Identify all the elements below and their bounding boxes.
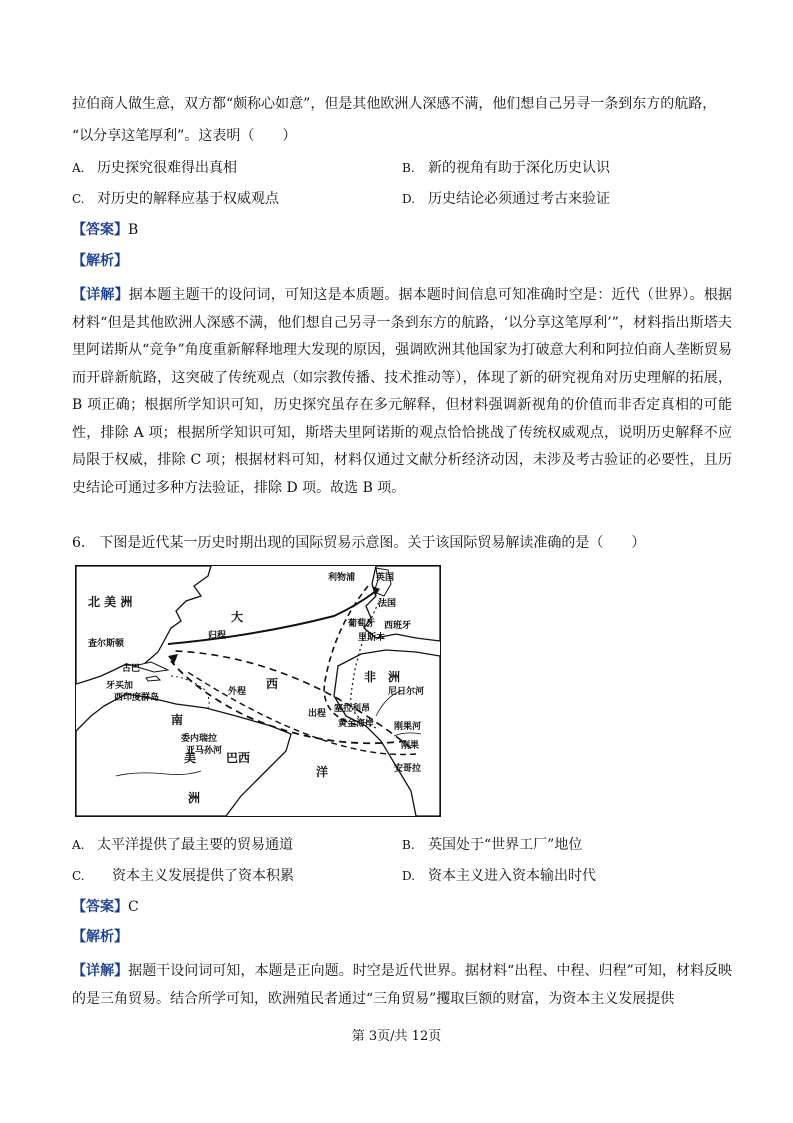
label-congo-river: 刚果河 [394, 722, 422, 732]
q5-detail-text: 据本题主题干的设问词，可知这是本质题。据本题时间信息可知准确时空是：近代（世界）。根据材料“但是其他欧洲人深感不满，他们想自己另寻一条到东方的航路，‘以分享这笔厚利’”，材料指出斯塔夫里阿诺斯从“竞争”角度重新解释地理大发现的原因，强调欧洲其他国家为打破意大利和阿拉伯商人垄断贸易而开辟新航路，这突破了传统观点（如宗教传播、技术推动等），体现了新的研究视角对历史理解的拓展，B 项正确；根据所学知识可知，历史探究虽存在多元解释，但材料强调新视角的价值而非否定真相的可能性，排除 A 项；根据所学知识可知，斯塔夫里阿诺斯的观点恰恰挑战了传统权威观点，说明历史解释不应局限于权威，排除 C 项；根据材料可知，材料仅通过文献分析经济动因，未涉及考古验证的必要性，且历史结论可通过多种方法验证，排除 D 项。故选 B 项。 [72, 287, 733, 496]
q6-detail-text: 据题干设问词可知，本题是正向题。时空是近代世界。据材料“出程、中程、归程”可知，材料反映的是三角贸易。结合所学可知，欧洲殖民者通过“三角贸易”攫取巨额的财富，为资本主义发展提供 [72, 963, 733, 1007]
q5-option-c: 对历史的解释应基于权威观点 [97, 191, 279, 207]
q5-option-a: 历史探究很难得出真相 [97, 160, 237, 176]
q6-answer-tag: 【答案】 [72, 899, 128, 915]
label-atlantic-2: 西 [266, 677, 279, 691]
label-atlantic-1: 大 [231, 610, 244, 624]
q6-option-b: 英国处于“世界工厂”地位 [428, 837, 583, 853]
label-jamaica: 牙买加 [106, 681, 134, 691]
q5-answer [72, 220, 138, 240]
q5-option-d-letter: D. [402, 192, 416, 206]
label-niger: 尼日尔河 [388, 687, 425, 697]
q5-answer-tag: 【答案】 [72, 222, 128, 238]
label-west-indies: 西印度群岛 [114, 693, 160, 703]
q6-option-d: 资本主义进入资本输出时代 [428, 868, 596, 884]
q6-answer-value: C [128, 899, 139, 915]
q5-stem-line2: “以分享这笔厚利”。这表明（ ） [72, 128, 297, 144]
jamaica-island [146, 676, 160, 681]
page-footer: 第 3页/共 12页 [351, 1029, 442, 1044]
label-brazil: 巴西 [226, 751, 251, 765]
q5-detail [72, 282, 732, 502]
q6-option-d-letter: D. [402, 869, 416, 883]
q6-option-b-letter: B. [402, 838, 415, 852]
label-return: 归程 [208, 631, 227, 641]
label-south-2: 美 [184, 751, 197, 765]
label-middle: 外程 [228, 687, 247, 697]
q5-option-b-letter: B. [402, 161, 415, 175]
triangle-trade-map [75, 565, 441, 817]
label-angola: 安哥拉 [394, 764, 422, 774]
q5-option-b: 新的视角有助于深化历史认识 [428, 160, 610, 176]
label-liverpool: 利物浦 [328, 573, 356, 583]
middle-arrow [168, 654, 178, 664]
q5-option-a-letter: A. [72, 161, 85, 175]
q6-analysis-tag: 【解析】 [72, 929, 128, 945]
q6-answer [72, 897, 139, 917]
q6-option-c-letter: C. [72, 869, 85, 883]
label-france: 法国 [378, 599, 397, 609]
q5-analysis-tag: 【解析】 [72, 253, 128, 269]
q5-option-d: 历史结论必须通过考古来验证 [428, 191, 610, 207]
q5-answer-value: B [128, 222, 139, 238]
q5-detail-tag: 【详解】 [72, 287, 129, 303]
label-spain: 西班牙 [384, 621, 412, 631]
label-lisbon: 里斯本 [358, 633, 386, 643]
q6-stem: 6. 下图是近代某一历史时期出现的国际贸易示意图。关于该国际贸易解读准确的是（ ） [72, 535, 646, 551]
label-atlantic-3: 洋 [316, 765, 329, 779]
label-north-america: 北 美 洲 [88, 595, 133, 609]
label-venezuela: 委内瑞拉 [181, 734, 218, 744]
return-route [168, 591, 376, 644]
q5-option-c-letter: C. [72, 192, 85, 206]
q5-stem-line1: 拉伯商人做生意，双方都“颇称心如意”，但是其他欧洲人深感不满，他们想自己另寻一条到东方的航路， [72, 96, 717, 112]
label-south-3: 洲 [188, 791, 201, 805]
label-congo: 刚果 [401, 741, 420, 751]
map-figure [76, 566, 440, 816]
q6-detail [72, 958, 732, 1013]
label-africa: 非 洲 [364, 670, 401, 684]
label-cuba: 古巴 [122, 664, 141, 674]
q6-detail-tag: 【详解】 [72, 963, 129, 979]
q6-option-a: 太平洋提供了最主要的贸易通道 [97, 837, 293, 853]
label-britain: 英国 [376, 573, 395, 583]
label-sierra-leone: 塞拉利昂 [334, 704, 371, 714]
q6-option-c: 资本主义发展提供了资本积累 [112, 868, 294, 884]
label-amazon: 亚马孙河 [186, 746, 223, 756]
label-outbound: 出程 [308, 709, 327, 719]
label-south-1: 南 [171, 713, 184, 727]
label-gold-coast: 黄金海岸 [338, 719, 375, 729]
q6-option-a-letter: A. [72, 838, 85, 852]
label-charleston: 查尔斯顿 [88, 639, 125, 649]
label-portugal: 葡萄牙 [348, 619, 376, 629]
